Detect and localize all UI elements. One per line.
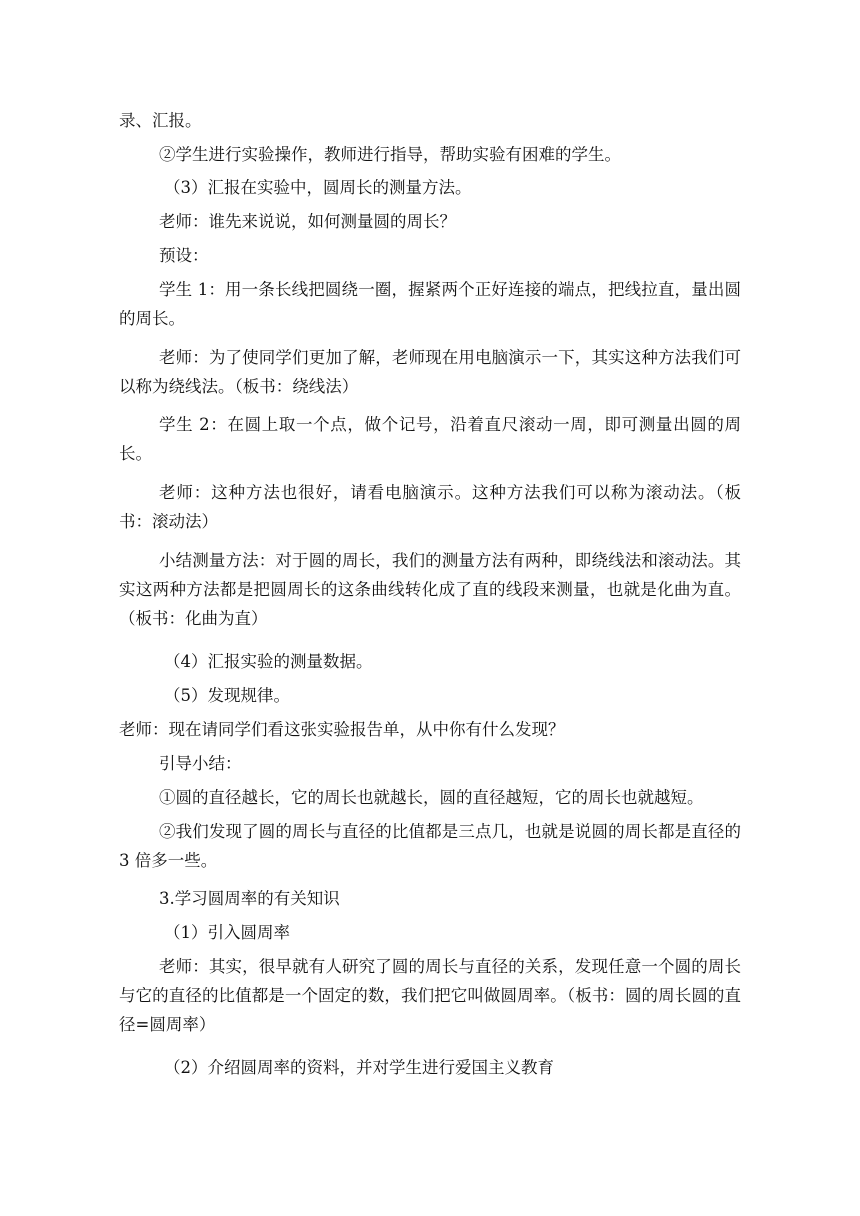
paragraph-20: （2）介绍圆周率的资料，并对学生进行爱国主义教育 bbox=[164, 1058, 554, 1077]
paragraph-19: 老师：其实，很早就有人研究了圆的周长与直径的关系，发现任意一个圆的周长与它的直径的比值都是一个固定的数，我们把它叫做圆周率。（板书：圆的周长圆的直径=圆周率） bbox=[119, 957, 741, 1034]
paragraph-7: 老师：为了使同学们更加了解，老师现在用电脑演示一下，其实这种方法我们可以称为绕线法。（板书：绕线法） bbox=[119, 348, 741, 396]
paragraph-16: ②我们发现了圆的周长与直径的比值都是三点几，也就是说圆的周长都是直径的 3 倍多一些。 bbox=[119, 822, 741, 870]
paragraph-2: ②学生进行实验操作，教师进行指导，帮助实验有困难的学生。 bbox=[159, 145, 621, 164]
paragraph-14: 引导小结： bbox=[159, 754, 242, 773]
paragraph-3: （3）汇报在实验中，圆周长的测量方法。 bbox=[164, 178, 472, 197]
paragraph-10: 小结测量方法：对于圆的周长，我们的测量方法有两种，即绕线法和滚动法。其实这两种方法都是把圆周长的这条曲线转化成了直的线段来测量，也就是化曲为直。（板书：化曲为直） bbox=[119, 551, 741, 628]
paragraph-8: 学生 2：在圆上取一个点，做个记号，沿着直尺滚动一周，即可测量出圆的周长。 bbox=[119, 415, 741, 463]
paragraph-18: （1）引入圆周率 bbox=[164, 923, 290, 942]
paragraph-9: 老师：这种方法也很好，请看电脑演示。这种方法我们可以称为滚动法。（板书：滚动法） bbox=[119, 483, 741, 531]
paragraph-4: 老师：谁先来说说，如何测量圆的周长？ bbox=[159, 212, 456, 231]
paragraph-13: 老师：现在请同学们看这张实验报告单，从中你有什么发现？ bbox=[119, 720, 565, 739]
paragraph-15: ①圆的直径越长，它的周长也就越长，圆的直径越短，它的周长也就越短。 bbox=[159, 788, 704, 807]
paragraph-11: （4）汇报实验的测量数据。 bbox=[164, 652, 373, 671]
paragraph-5: 预设： bbox=[159, 246, 209, 265]
paragraph-1: 录、汇报。 bbox=[119, 111, 202, 130]
paragraph-17: 3.学习圆周率的有关知识 bbox=[159, 889, 340, 908]
paragraph-6: 学生 1：用一条长线把圆绕一圈，握紧两个正好连接的端点，把线拉直，量出圆的周长。 bbox=[119, 280, 741, 328]
paragraph-12: （5）发现规律。 bbox=[164, 686, 290, 705]
